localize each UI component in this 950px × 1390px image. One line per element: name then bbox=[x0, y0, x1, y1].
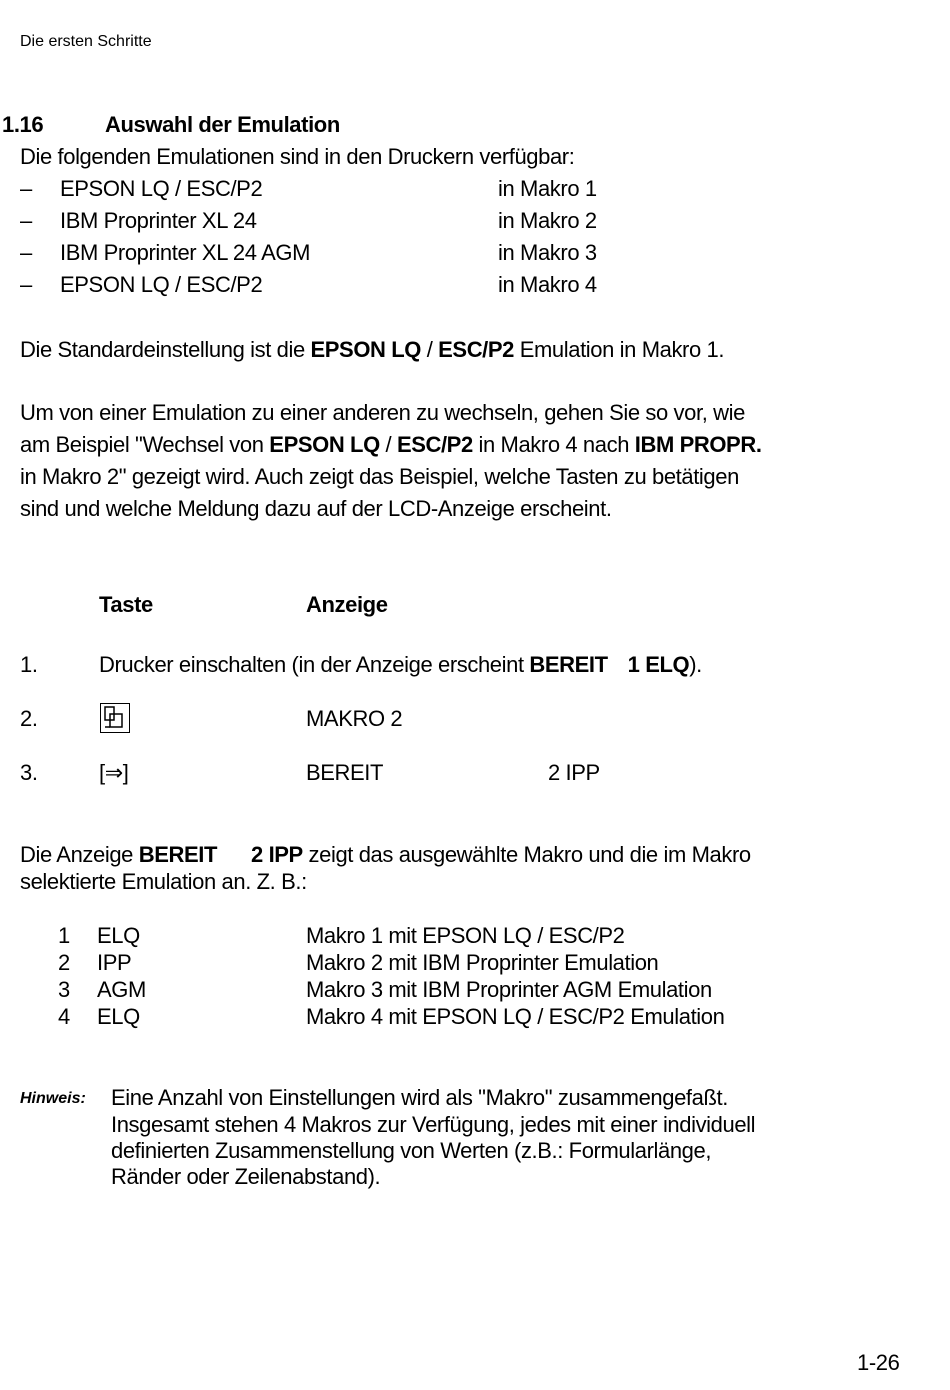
column-header-key: Taste bbox=[99, 592, 153, 617]
intro-text: Die folgenden Emulationen sind in den Druckern verfügbar: bbox=[20, 144, 575, 169]
example-code: ELQ bbox=[97, 1004, 140, 1029]
step-number: 1. bbox=[20, 652, 38, 677]
text-run: Drucker einschalten (in der Anzeige erscheint bbox=[99, 652, 530, 677]
macro-key-icon bbox=[100, 703, 130, 733]
example-code: IPP bbox=[97, 950, 132, 975]
note-line: Ränder oder Zeilenabstand). bbox=[111, 1164, 381, 1189]
step-3-display-value: 2 IPP bbox=[548, 760, 600, 785]
text-run: Emulation in Makro 1. bbox=[514, 337, 725, 362]
paragraph-line bbox=[20, 432, 762, 458]
emphasis: ESC/P2 bbox=[396, 432, 473, 457]
text-run: zeigt das ausgewählte Makro und die im Makro bbox=[302, 842, 751, 867]
list-bullet: – bbox=[20, 272, 32, 297]
emulation-name: IBM Proprinter XL 24 bbox=[60, 208, 257, 233]
emulation-macro: in Makro 1 bbox=[498, 176, 597, 201]
emphasis: IBM PROPR. bbox=[634, 432, 762, 457]
section-title: Auswahl der Emulation bbox=[105, 112, 340, 137]
text-run: am Beispiel "Wechsel von bbox=[20, 432, 270, 457]
arrow-key: [⇒] bbox=[99, 760, 129, 785]
list-bullet: – bbox=[20, 176, 32, 201]
emphasis: BEREIT bbox=[138, 842, 218, 867]
note-label: Hinweis: bbox=[20, 1090, 86, 1107]
example-number: 1 bbox=[58, 923, 70, 948]
example-number: 4 bbox=[58, 1004, 70, 1029]
example-number: 2 bbox=[58, 950, 70, 975]
emulation-name: IBM Proprinter XL 24 AGM bbox=[60, 240, 311, 265]
column-header-display: Anzeige bbox=[306, 592, 388, 617]
text-run: Die Anzeige bbox=[20, 842, 139, 867]
text-run: in Makro 4 nach bbox=[472, 432, 635, 457]
standard-setting-text bbox=[20, 337, 724, 363]
paragraph-line: sind und welche Meldung dazu auf der LCD-Anzeige erscheint. bbox=[20, 496, 612, 521]
note-line: definierten Zusammenstellung von Werten (z.B.: Formularlänge, bbox=[111, 1138, 712, 1163]
emulation-name: EPSON LQ / ESC/P2 bbox=[60, 176, 263, 201]
list-bullet: – bbox=[20, 240, 32, 265]
emulation-macro: in Makro 3 bbox=[498, 240, 597, 265]
note-line: Insgesamt stehen 4 Makros zur Verfügung, jedes mit einer individuell bbox=[111, 1112, 756, 1137]
step-3-display: BEREIT bbox=[306, 760, 384, 785]
emphasis: ESC/P2 bbox=[438, 337, 514, 362]
example-description: Makro 1 mit EPSON LQ / ESC/P2 bbox=[306, 923, 625, 948]
emphasis: EPSON LQ bbox=[310, 337, 421, 362]
list-bullet: – bbox=[20, 208, 32, 233]
step-number: 3. bbox=[20, 760, 38, 785]
example-description: Makro 2 mit IBM Proprinter Emulation bbox=[306, 950, 659, 975]
example-description: Makro 4 mit EPSON LQ / ESC/P2 Emulation bbox=[306, 1004, 725, 1029]
emulation-macro: in Makro 4 bbox=[498, 272, 597, 297]
text-run: / bbox=[421, 337, 439, 362]
paragraph-line bbox=[20, 842, 751, 868]
text-run: Die Standardeinstellung ist die bbox=[20, 337, 311, 362]
paragraph-line: in Makro 2" gezeigt wird. Auch zeigt das Beispiel, welche Tasten zu betätigen bbox=[20, 464, 739, 489]
paragraph-line: Um von einer Emulation zu einer anderen zu wechseln, gehen Sie so vor, wie bbox=[20, 400, 745, 425]
section-number: 1.16 bbox=[2, 112, 44, 137]
text-run: / bbox=[379, 432, 397, 457]
emulation-name: EPSON LQ / ESC/P2 bbox=[60, 272, 263, 297]
example-code: ELQ bbox=[97, 923, 140, 948]
step-number: 2. bbox=[20, 706, 38, 731]
running-header: Die ersten Schritte bbox=[20, 33, 152, 50]
example-number: 3 bbox=[58, 977, 70, 1002]
example-code: AGM bbox=[97, 977, 146, 1002]
note-line: Eine Anzahl von Einstellungen wird als "Makro" zusammengefaßt. bbox=[111, 1085, 728, 1110]
emulation-macro: in Makro 2 bbox=[498, 208, 597, 233]
emphasis: 1 ELQ bbox=[627, 652, 690, 677]
emphasis: 2 IPP bbox=[251, 842, 303, 867]
emphasis: BEREIT bbox=[529, 652, 608, 677]
paragraph-line: selektierte Emulation an. Z. B.: bbox=[20, 869, 307, 894]
step-1-text bbox=[99, 652, 702, 678]
example-description: Makro 3 mit IBM Proprinter AGM Emulation bbox=[306, 977, 712, 1002]
emphasis: EPSON LQ bbox=[269, 432, 380, 457]
text-run: ). bbox=[689, 652, 702, 677]
step-2-display: MAKRO 2 bbox=[306, 706, 403, 731]
macro-key-glyph bbox=[101, 704, 128, 731]
page-number: 1-26 bbox=[857, 1350, 900, 1375]
